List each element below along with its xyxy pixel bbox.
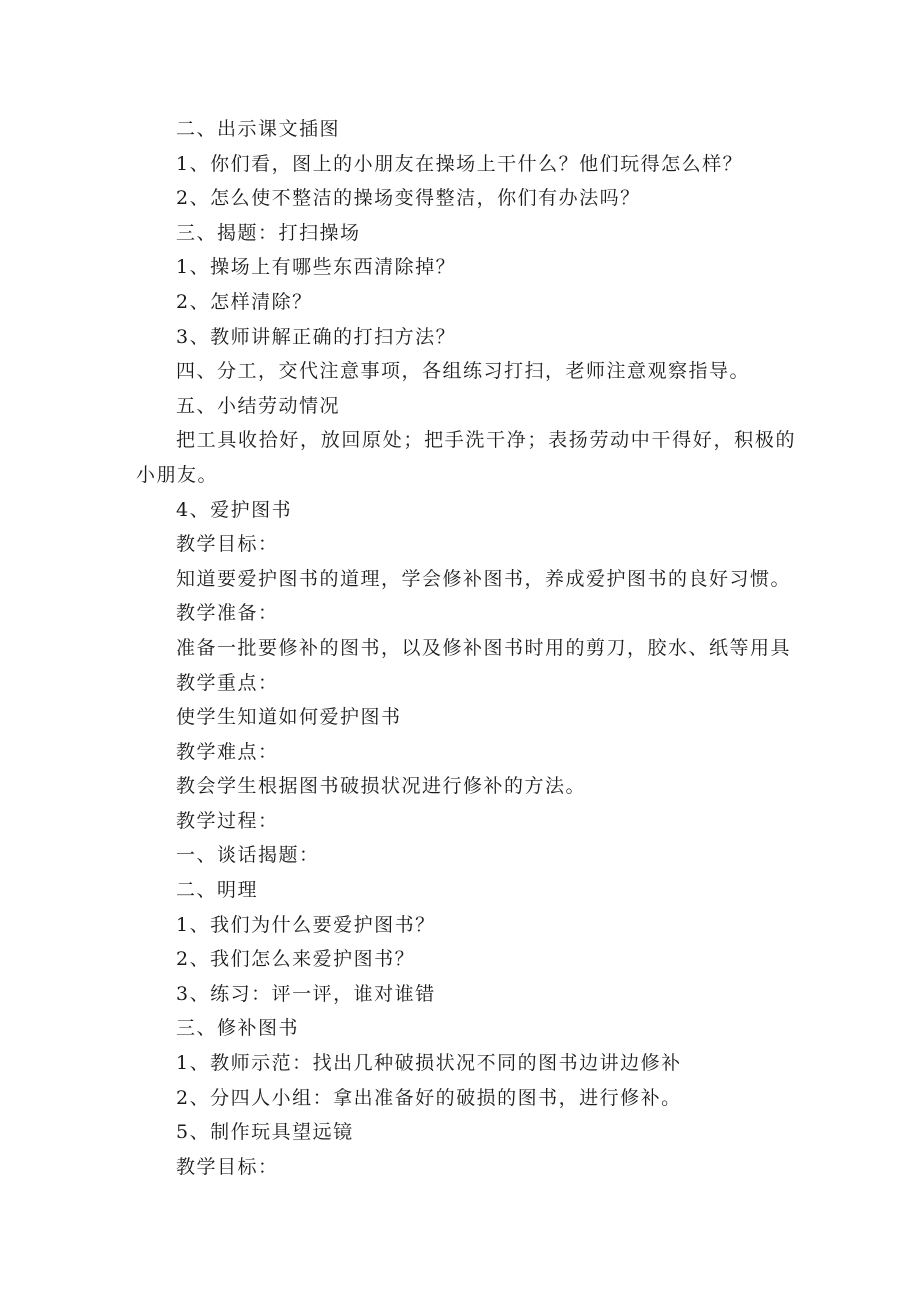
section-heading: 四、分工，交代注意事项，各组练习打扫，老师注意观察指导。 bbox=[176, 360, 751, 383]
list-item: 3、练习：评一评，谁对谁错 bbox=[176, 982, 436, 1005]
field-label: 教学重点： bbox=[176, 671, 279, 694]
lesson-title: 4、爱护图书 bbox=[176, 498, 293, 521]
section-heading: 二、明理 bbox=[176, 879, 259, 902]
field-label: 教学过程： bbox=[176, 809, 279, 832]
document-body bbox=[136, 112, 796, 1184]
lesson-title: 5、制作玩具望远镜 bbox=[176, 1121, 354, 1144]
list-item: 2、怎么使不整洁的操场变得整洁，你们有办法吗？ bbox=[176, 187, 641, 210]
list-item: 1、我们为什么要爱护图书？ bbox=[176, 913, 436, 936]
field-label: 教学目标： bbox=[176, 1155, 279, 1178]
paragraph: 把工具收拾好，放回原处；把手洗干净；表扬劳动中干得好，积极的小朋友。 bbox=[136, 429, 796, 486]
field-value: 知道要爱护图书的道理，学会修补图书，养成爱护图书的良好习惯。 bbox=[176, 567, 792, 590]
field-value: 使学生知道如何爱护图书 bbox=[176, 706, 402, 729]
list-item: 3、教师讲解正确的打扫方法？ bbox=[176, 325, 457, 348]
list-item: 2、怎样清除？ bbox=[176, 290, 313, 313]
section-heading: 三、修补图书 bbox=[176, 1017, 300, 1040]
field-value: 准备一批要修补的图书，以及修补图书时用的剪刀，胶水、纸等用具 bbox=[176, 636, 792, 659]
field-value: 教会学生根据图书破损状况进行修补的方法。 bbox=[176, 775, 587, 798]
field-label: 教学准备： bbox=[176, 602, 279, 625]
list-item: 1、你们看，图上的小朋友在操场上干什么？他们玩得怎么样？ bbox=[176, 152, 744, 175]
section-heading: 二、出示课文插图 bbox=[176, 118, 341, 140]
field-label: 教学目标： bbox=[176, 533, 279, 556]
section-heading: 三、揭题：打扫操场 bbox=[176, 221, 361, 244]
list-item: 1、操场上有哪些东西清除掉？ bbox=[176, 256, 457, 279]
field-label: 教学难点： bbox=[176, 740, 279, 763]
list-item: 2、分四人小组：拿出准备好的破损的图书，进行修补。 bbox=[176, 1086, 682, 1109]
section-heading: 一、谈话揭题： bbox=[176, 844, 320, 867]
list-item: 2、我们怎么来爱护图书？ bbox=[176, 948, 416, 971]
list-item: 1、教师示范：找出几种破损状况不同的图书边讲边修补 bbox=[176, 1052, 682, 1075]
section-heading: 五、小结劳动情况 bbox=[176, 394, 341, 417]
